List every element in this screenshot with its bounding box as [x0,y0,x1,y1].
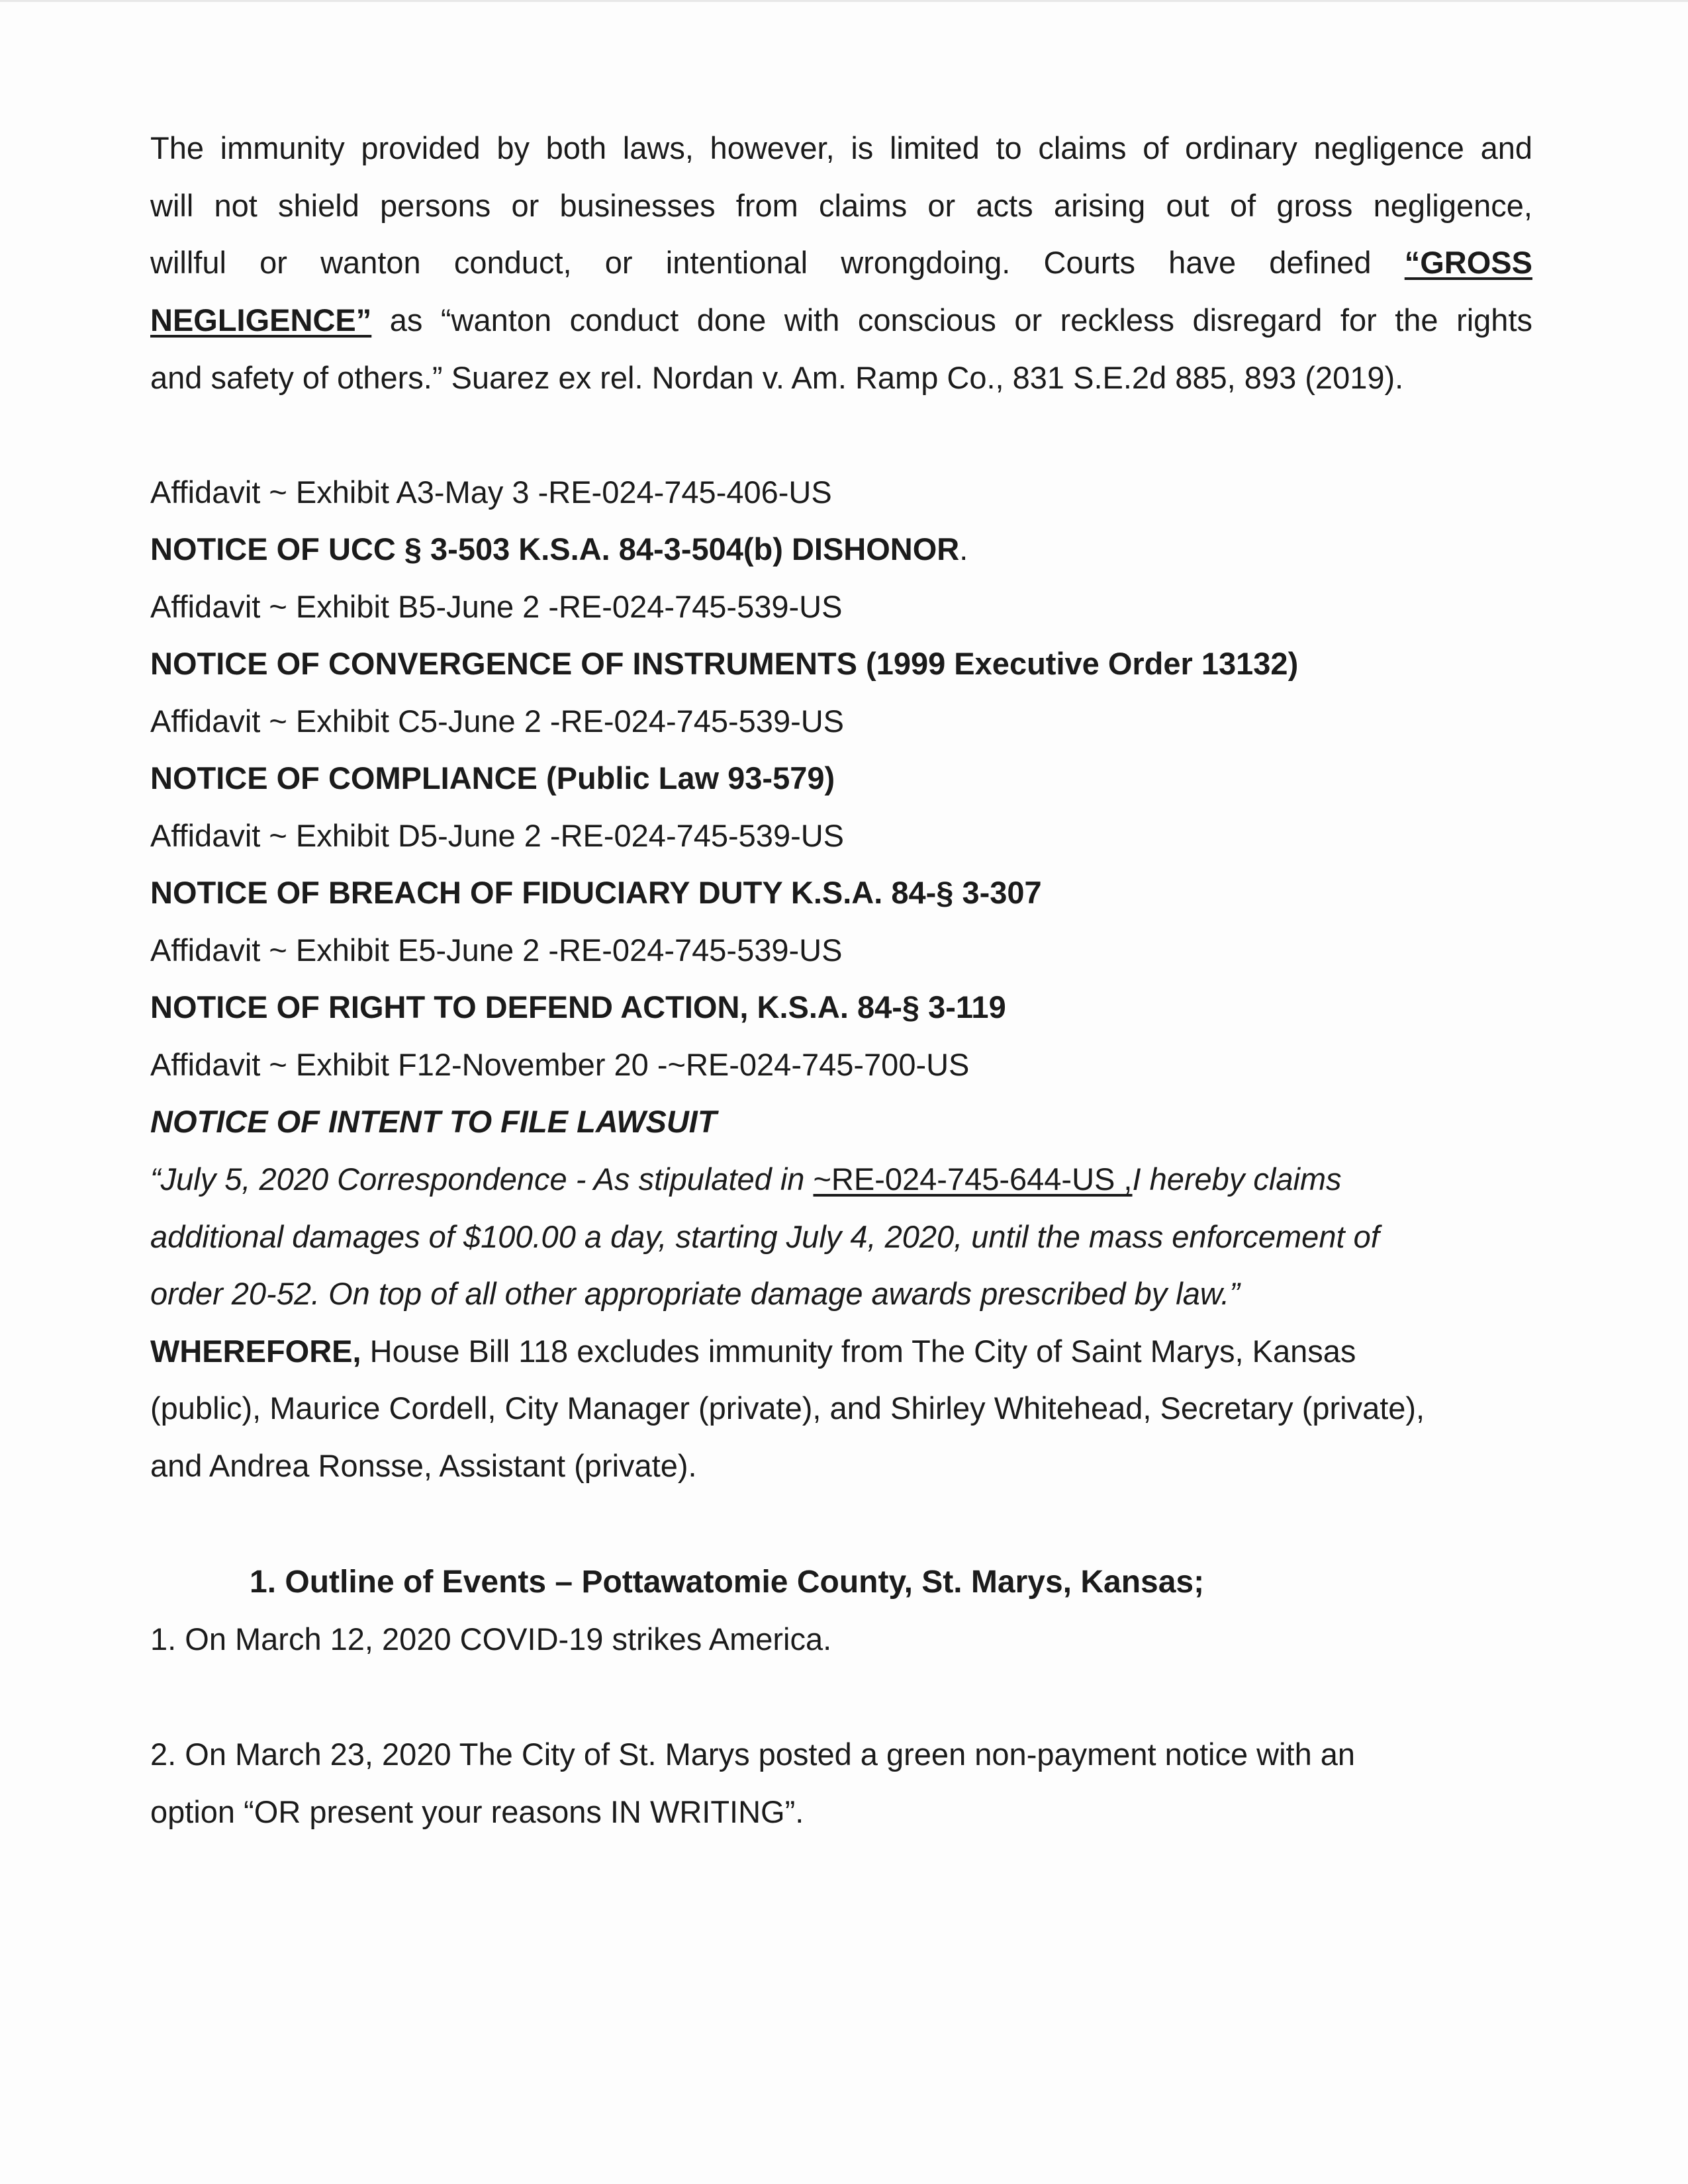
body-text: as “wanton conduct done with conscious or reckless disregard for the rights [371,302,1532,338]
affidavit-line: Affidavit ~ Exhibit B5-June 2 -RE-024-745-539-US [150,589,843,624]
notice-heading: NOTICE OF UCC § 3-503 K.S.A. 84-3-504(b) DISHONOR. [150,531,968,567]
affidavit-line: Affidavit ~ Exhibit F12-November 20 -~RE-024-745-700-US [150,1047,970,1082]
notice-heading: NOTICE OF COMPLIANCE (Public Law 93-579) [150,760,835,796]
wherefore-line: (public), Maurice Cordell, City Manager (private), and Shirley Whitehead, Secretary (private), [150,1390,1425,1426]
scan-edge [0,0,1688,2]
correspondence-line: additional damages of $100.00 a day, starting July 4, 2020, until the mass enforcement of [150,1219,1380,1254]
correspondence-line: order 20-52. On top of all other appropriate damage awards prescribed by law.” [150,1276,1240,1311]
affidavit-line: Affidavit ~ Exhibit C5-June 2 -RE-024-745-539-US [150,704,845,739]
notice-heading: NOTICE OF INTENT TO FILE LAWSUIT [150,1104,717,1139]
section-heading: 1. Outline of Events – Pottawatomie County, St. Marys, Kansas; [250,1565,1205,1600]
wherefore-line: WHEREFORE, House Bill 118 excludes immunity from The City of Saint Marys, Kansas [150,1334,1356,1369]
wherefore-lead: WHEREFORE, [150,1334,361,1369]
body-text: willful or wanton conduct, or intentional wrongdoing. Courts have defined [150,245,1372,280]
affidavit-line: Affidavit ~ Exhibit D5-June 2 -RE-024-745-539-US [150,818,845,853]
list-item: 1. On March 12, 2020 COVID-19 strikes America. [150,1621,832,1657]
affidavit-line: Affidavit ~ Exhibit E5-June 2 -RE-024-745-539-US [150,933,843,968]
wherefore-line: and Andrea Ronsse, Assistant (private). [150,1448,697,1483]
body-text-line: will not shield persons or businesses from claims or acts arising out of gross negligence, [150,188,1532,223]
defined-term: NEGLIGENCE” [150,302,372,338]
notice-heading: NOTICE OF CONVERGENCE OF INSTRUMENTS (1999 Executive Order 13132) [150,646,1299,681]
notice-heading: NOTICE OF BREACH OF FIDUCIARY DUTY K.S.A. 84-§ 3-307 [150,875,1042,910]
body-text-line: The immunity provided by both laws, however, is limited to claims of ordinary negligence and [150,130,1532,165]
list-item: 2. On March 23, 2020 The City of St. Marys posted a green non-payment notice with an [150,1737,1356,1772]
notice-heading: NOTICE OF RIGHT TO DEFEND ACTION, K.S.A. 84-§ 3-119 [150,989,1006,1024]
correspondence-line: “July 5, 2020 Correspondence - As stipulated in ~RE-024-745-644-US ,I hereby claims [150,1161,1342,1197]
body-text-line [150,247,1532,278]
reference-link: ~RE-024-745-644-US , [813,1161,1133,1197]
defined-term: “GROSS [1404,245,1532,280]
citation-line: and safety of others.” Suarez ex rel. Nordan v. Am. Ramp Co., 831 S.E.2d 885, 893 (2019). [150,360,1404,395]
body-text-line [150,304,1532,336]
list-item: option “OR present your reasons IN WRITING”. [150,1794,804,1829]
affidavit-line: Affidavit ~ Exhibit A3-May 3 -RE-024-745-406-US [150,475,832,510]
